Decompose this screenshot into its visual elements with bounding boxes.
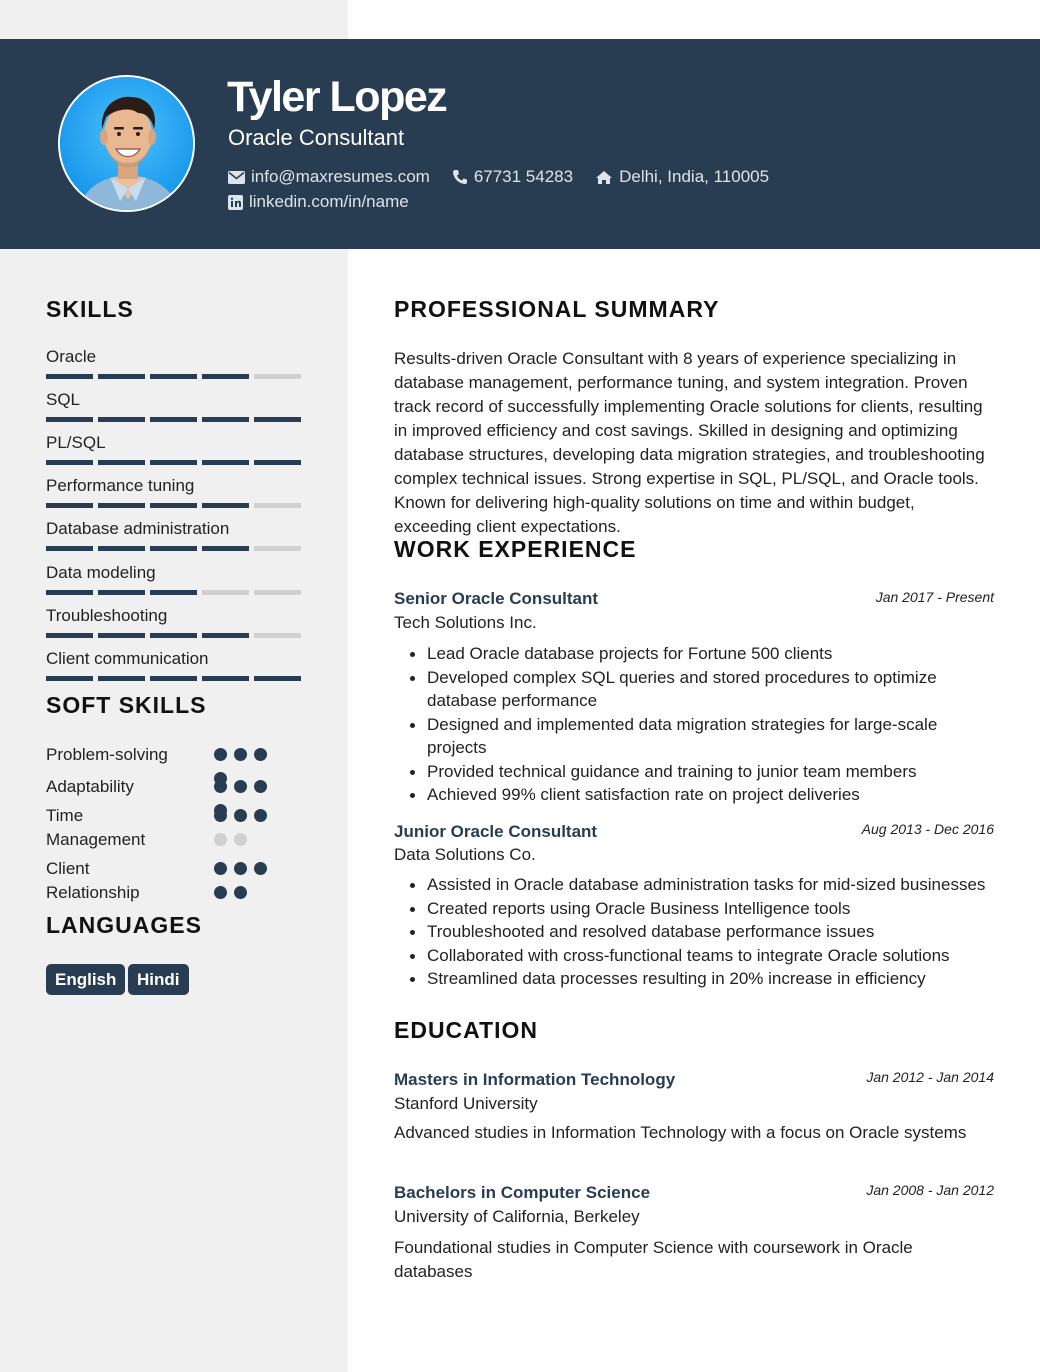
- level-segment: [202, 417, 249, 422]
- list-item: Troubleshooted and resolved database performance issues: [410, 920, 995, 944]
- level-dot: [234, 748, 247, 761]
- level-segment: [202, 676, 249, 681]
- skill-item: [46, 347, 302, 367]
- level-segment: [202, 590, 249, 595]
- degree-title: Bachelors in Computer Science: [394, 1183, 651, 1202]
- soft-skill-item: [46, 775, 306, 799]
- soft-skill-label: Client Relationship: [46, 859, 140, 902]
- level-dot: [214, 886, 227, 899]
- level-segment: [254, 633, 301, 638]
- phone-icon: [452, 169, 468, 185]
- location-text: Delhi, India, 110005: [619, 167, 770, 186]
- home-icon: [595, 170, 613, 185]
- candidate-name: Tyler Lopez: [227, 73, 447, 121]
- level-dot: [234, 780, 247, 793]
- skill-label: PL/SQL: [46, 433, 106, 452]
- list-item: Provided technical guidance and training to junior team members: [410, 760, 995, 784]
- list-item: Achieved 99% client satisfaction rate on project deliveries: [410, 783, 995, 807]
- school-name: Stanford University: [394, 1094, 538, 1113]
- skill-item: [46, 433, 302, 453]
- level-segment: [150, 503, 197, 508]
- level-dot: [214, 862, 227, 875]
- level-segment: [202, 546, 249, 551]
- linkedin-icon: [228, 195, 243, 210]
- phone-text: 67731 54283: [473, 167, 574, 186]
- level-segment: [254, 546, 301, 551]
- soft-skill-dots: [214, 809, 290, 857]
- level-segment: [98, 633, 145, 638]
- list-item: Designed and implemented data migration strategies for large-scale projects: [410, 713, 995, 760]
- education-description: Foundational studies in Computer Science with coursework in Oracle databases: [394, 1238, 913, 1281]
- level-segment: [150, 676, 197, 681]
- skill-level-bar: [46, 460, 306, 465]
- level-dot: [254, 862, 267, 875]
- list-item: Streamlined data processes resulting in 20% increase in efficiency: [410, 967, 995, 991]
- level-segment: [254, 676, 301, 681]
- linkedin-contact[interactable]: [228, 192, 409, 212]
- job-bullets: [410, 642, 995, 807]
- contact-row-primary: [228, 167, 791, 187]
- level-segment: [98, 503, 145, 508]
- level-dot: [234, 862, 247, 875]
- soft-skill-dots: [214, 862, 290, 910]
- skill-item: [46, 390, 302, 410]
- skill-item: [46, 476, 302, 496]
- level-dot: [214, 833, 227, 846]
- level-segment: [150, 374, 197, 379]
- level-segment: [98, 417, 145, 422]
- level-segment: [46, 590, 93, 595]
- degree-title: Masters in Information Technology: [394, 1070, 676, 1089]
- level-dot: [234, 809, 247, 822]
- list-item: Collaborated with cross-functional teams to integrate Oracle solutions: [410, 944, 995, 968]
- skill-label: SQL: [46, 390, 81, 409]
- skill-item: [46, 606, 302, 626]
- skill-label: Troubleshooting: [46, 606, 168, 625]
- job-date: Aug 2013 - Dec 2016: [861, 821, 994, 837]
- level-segment: [98, 460, 145, 465]
- envelope-icon: [228, 171, 245, 184]
- job-bullets: [410, 873, 995, 991]
- soft-skills-heading: SOFT SKILLS: [46, 692, 207, 718]
- list-item: Lead Oracle database projects for Fortune 500 clients: [410, 642, 995, 666]
- level-segment: [98, 676, 145, 681]
- language-tag: English: [46, 964, 125, 995]
- school-name: University of California, Berkeley: [394, 1207, 640, 1226]
- level-dot: [254, 809, 267, 822]
- skill-level-bar: [46, 546, 306, 551]
- level-segment: [150, 590, 197, 595]
- level-segment: [46, 374, 93, 379]
- level-segment: [150, 633, 197, 638]
- level-segment: [254, 417, 301, 422]
- education-description: Advanced studies in Information Technology with a focus on Oracle systems: [394, 1123, 967, 1142]
- level-dot: [214, 809, 227, 822]
- soft-skill-item: [46, 857, 306, 905]
- level-segment: [46, 633, 93, 638]
- level-segment: [202, 374, 249, 379]
- level-segment: [98, 374, 145, 379]
- soft-skill-label: Problem-solving: [46, 745, 168, 764]
- company-name: Tech Solutions Inc.: [394, 613, 537, 632]
- company-name: Data Solutions Co.: [394, 845, 536, 864]
- skill-level-bar: [46, 633, 306, 638]
- skill-label: Performance tuning: [46, 476, 195, 495]
- level-segment: [150, 460, 197, 465]
- level-segment: [150, 546, 197, 551]
- level-segment: [46, 676, 93, 681]
- summary-heading: PROFESSIONAL SUMMARY: [394, 296, 720, 322]
- level-segment: [254, 460, 301, 465]
- contact-row-secondary: [228, 192, 431, 212]
- level-segment: [98, 546, 145, 551]
- avatar: [58, 75, 195, 212]
- level-segment: [46, 417, 93, 422]
- skill-item: [46, 563, 302, 583]
- soft-skill-item: [46, 743, 306, 767]
- skill-label: Data modeling: [46, 563, 156, 582]
- education-date: Jan 2008 - Jan 2012: [866, 1182, 994, 1198]
- list-item: Assisted in Oracle database administration tasks for mid-sized businesses: [410, 873, 995, 897]
- level-segment: [150, 417, 197, 422]
- skill-level-bar: [46, 417, 306, 422]
- candidate-role: Oracle Consultant: [228, 125, 405, 150]
- location-contact: [595, 167, 769, 187]
- soft-skill-item: [46, 804, 306, 852]
- skill-level-bar: [46, 676, 306, 681]
- list-item: Created reports using Oracle Business Intelligence tools: [410, 897, 995, 921]
- job-date: Jan 2017 - Present: [875, 589, 994, 605]
- education-date: Jan 2012 - Jan 2014: [866, 1069, 994, 1085]
- skill-label: Database administration: [46, 519, 230, 538]
- skill-level-bar: [46, 503, 306, 508]
- profile-photo: [60, 77, 195, 212]
- level-segment: [46, 503, 93, 508]
- level-dot: [214, 748, 227, 761]
- soft-skill-label: Time Management: [46, 806, 146, 849]
- level-dot: [214, 780, 227, 793]
- level-segment: [46, 460, 93, 465]
- level-segment: [202, 503, 249, 508]
- skills-heading: SKILLS: [46, 296, 134, 322]
- summary-text: Results-driven Oracle Consultant with 8 years of experience specializing in database management, performance tuning, and system integration. Proven track record of successfully implementing Oracle solutions for clients, resulting in improved efficiency and cost savings. Skilled in designing and optimizing database structures, developing data migration strategies, and troubleshooting complex technical issues. Strong expertise in SQL, PL/SQL, and Oracle tools. Known for delivering high-quality solutions on time and within budget, exceeding client expectations.: [394, 349, 985, 536]
- level-segment: [46, 546, 93, 551]
- languages-heading: LANGUAGES: [46, 912, 202, 938]
- skill-item: [46, 519, 302, 539]
- linkedin-text: linkedin.com/in/name: [249, 192, 409, 211]
- education-heading: EDUCATION: [394, 1017, 539, 1043]
- phone-contact[interactable]: [452, 167, 573, 187]
- skill-label: Oracle: [46, 347, 97, 366]
- job-title: Junior Oracle Consultant: [394, 822, 598, 841]
- level-dot: [234, 833, 247, 846]
- skill-item: [46, 649, 302, 669]
- job-title: Senior Oracle Consultant: [394, 589, 599, 608]
- level-dot: [234, 886, 247, 899]
- resume-header: [0, 39, 1040, 249]
- skill-level-bar: [46, 374, 306, 379]
- list-item: Developed complex SQL queries and stored procedures to optimize database performance: [410, 666, 995, 713]
- level-segment: [254, 503, 301, 508]
- email-text: info@maxresumes.com: [251, 167, 430, 186]
- level-dot: [254, 748, 267, 761]
- level-segment: [254, 590, 301, 595]
- skill-level-bar: [46, 590, 306, 595]
- level-segment: [202, 633, 249, 638]
- level-dot: [254, 780, 267, 793]
- language-tag: Hindi: [128, 964, 189, 995]
- skill-label: Client communication: [46, 649, 209, 668]
- level-segment: [202, 460, 249, 465]
- level-segment: [254, 374, 301, 379]
- experience-heading: WORK EXPERIENCE: [394, 536, 637, 562]
- email-contact[interactable]: [228, 167, 430, 187]
- level-segment: [98, 590, 145, 595]
- soft-skill-label: Adaptability: [46, 777, 134, 796]
